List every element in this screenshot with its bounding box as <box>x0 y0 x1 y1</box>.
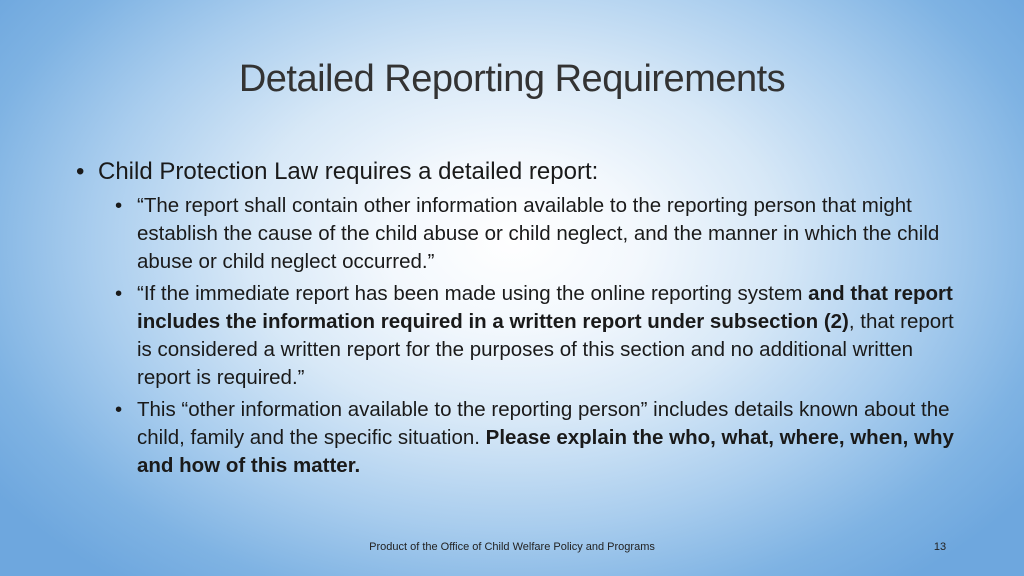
page-number: 13 <box>933 541 947 553</box>
sub-bullet-text: This “other information available to the reporting person” includes details known about the child, family and the specific situation. <box>137 398 950 449</box>
sub-bullet-bold-text: and that report includes the information required in a written report under subsection (2) <box>137 282 953 333</box>
bullet-icon: • <box>115 282 123 305</box>
sub-bullet-item-1 <box>115 192 956 276</box>
sub-bullet-text: “The report shall contain other information available to the reporting person that might establish the cause of the child abuse or child neglect, and the manner in which the child abuse or child neglect occurred.” <box>137 194 940 273</box>
sub-bullet-item-3 <box>115 396 956 480</box>
bullet-icon: • <box>76 158 85 185</box>
bullet-icon: • <box>115 398 123 421</box>
sub-bullet-bold-text: Please explain the who, what, where, when, why and how of this matter. <box>137 426 954 477</box>
sub-bullet-item-2 <box>115 280 956 392</box>
slide-body <box>76 157 956 484</box>
slide-title: Detailed Reporting Requirements <box>238 58 786 100</box>
bullet-icon: • <box>115 194 123 217</box>
sub-bullet-text-end: , that report is considered a written report for the purposes of this section and no additional written report is required.” <box>137 310 954 389</box>
sub-bullet-text: “If the immediate report has been made using the online reporting system <box>137 282 809 305</box>
slide-footer: Product of the Office of Child Welfare Policy and Programs <box>369 541 655 553</box>
main-bullet-text: Child Protection Law requires a detailed report: <box>98 158 599 185</box>
main-bullet-item <box>76 157 956 187</box>
